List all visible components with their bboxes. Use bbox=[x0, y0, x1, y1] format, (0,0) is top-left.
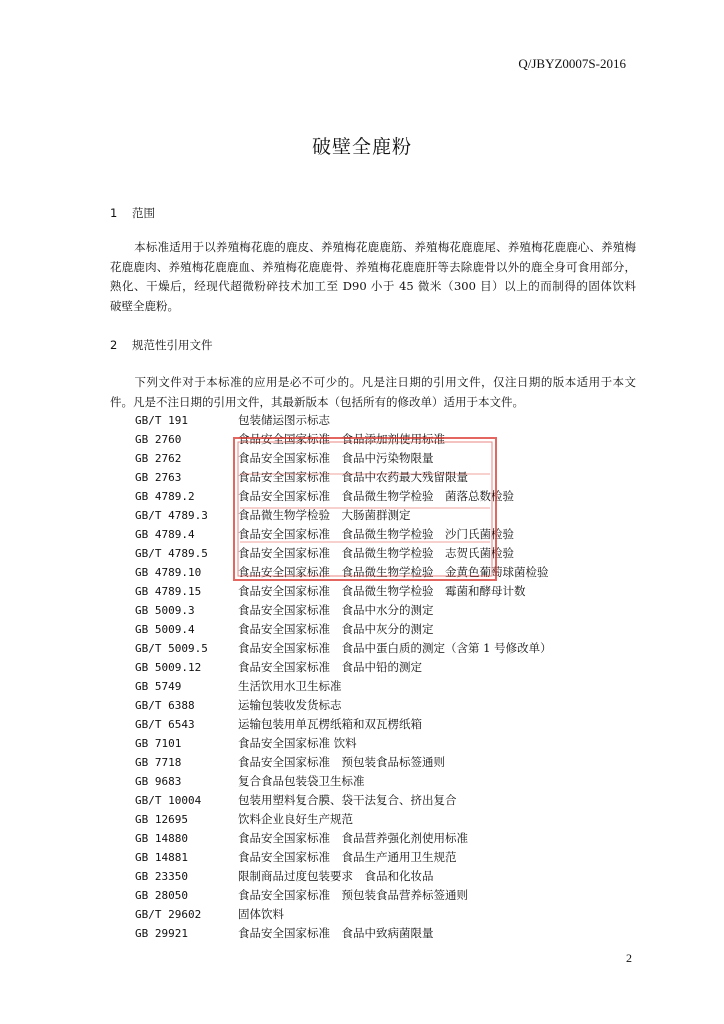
reference-code: GB/T 29602 bbox=[135, 908, 202, 921]
section-title: 范围 bbox=[132, 206, 155, 220]
reference-row bbox=[135, 411, 552, 430]
reference-title: 限制商品过度包装要求 食品和化妆品 bbox=[238, 869, 434, 883]
reference-code: GB 28050 bbox=[135, 889, 188, 902]
reference-title: 食品安全国家标准 食品营养强化剂使用标准 bbox=[238, 831, 468, 845]
reference-code: GB 4789.4 bbox=[135, 528, 195, 541]
page-number: 2 bbox=[626, 951, 632, 965]
reference-title: 食品安全国家标准 预包装食品标签通则 bbox=[238, 755, 445, 769]
reference-title: 食品安全国家标准 食品生产通用卫生规范 bbox=[238, 850, 457, 864]
reference-row bbox=[135, 848, 552, 867]
reference-row bbox=[135, 905, 552, 924]
reference-code: GB 5009.4 bbox=[135, 623, 195, 636]
reference-code: GB 29921 bbox=[135, 927, 188, 940]
reference-code: GB 7718 bbox=[135, 756, 182, 769]
reference-code: GB 5749 bbox=[135, 680, 182, 693]
reference-title: 食品安全国家标准 食品中水分的测定 bbox=[238, 603, 434, 617]
reference-title: 生活饮用水卫生标准 bbox=[238, 679, 342, 693]
reference-title: 复合食品包装袋卫生标准 bbox=[238, 774, 365, 788]
section-title: 规范性引用文件 bbox=[132, 338, 213, 352]
reference-row bbox=[135, 525, 552, 544]
reference-title: 食品安全国家标准 食品微生物学检验 金黄色葡萄球菌检验 bbox=[238, 565, 549, 579]
reference-code: GB/T 4789.5 bbox=[135, 547, 208, 560]
reference-row bbox=[135, 696, 552, 715]
reference-code: GB/T 4789.3 bbox=[135, 509, 208, 522]
reference-row bbox=[135, 791, 552, 810]
reference-code: GB 14881 bbox=[135, 851, 188, 864]
section-2-intro bbox=[110, 373, 636, 412]
reference-title: 食品安全国家标准 食品中铅的测定 bbox=[238, 660, 422, 674]
reference-row bbox=[135, 468, 552, 487]
reference-title: 食品安全国家标准 食品微生物学检验 沙门氏菌检验 bbox=[238, 527, 514, 541]
reference-row bbox=[135, 506, 552, 525]
reference-code: GB/T 10004 bbox=[135, 794, 202, 807]
intro-paragraph: 下列文件对于本标准的应用是必不可少的。凡是注日期的引用文件，仅注日期的版本适用于本文件。凡是不注日期的引用文件，其最新版本（包括所有的修改单）适用于本文件。 bbox=[110, 375, 636, 409]
reference-title: 固体饮料 bbox=[238, 907, 284, 921]
reference-code: GB 5009.12 bbox=[135, 661, 202, 674]
reference-row bbox=[135, 430, 552, 449]
reference-title: 食品安全国家标准 食品中致病菌限量 bbox=[238, 926, 434, 940]
reference-code: GB 7101 bbox=[135, 737, 182, 750]
reference-title: 食品安全国家标准 预包装食品营养标签通则 bbox=[238, 888, 468, 902]
section-2-heading bbox=[110, 337, 213, 353]
scope-paragraph: 本标准适用于以养殖梅花鹿的鹿皮、养殖梅花鹿鹿筋、养殖梅花鹿鹿尾、养殖梅花鹿鹿心、养殖梅花鹿鹿肉、养殖梅花鹿鹿血、养殖梅花鹿鹿骨、养殖梅花鹿鹿肝等去除鹿骨以外的鹿全身可食用部分，熟化、干燥后，经现代超微粉碎技术加工至 D90 小于 45 微米（300 目）以上的而制得的固体饮料 破壁全鹿粉。 bbox=[110, 240, 648, 313]
reference-list bbox=[135, 411, 552, 943]
section-number: 1 bbox=[110, 206, 118, 220]
reference-title: 食品安全国家标准 食品中农药最大残留限量 bbox=[238, 470, 468, 484]
reference-title: 食品安全国家标准 食品微生物学检验 志贺氏菌检验 bbox=[238, 546, 514, 560]
reference-row bbox=[135, 487, 552, 506]
reference-code: GB/T 6388 bbox=[135, 699, 195, 712]
reference-row bbox=[135, 639, 552, 658]
reference-title: 包装用塑料复合膜、袋干法复合、挤出复合 bbox=[238, 793, 457, 807]
reference-row bbox=[135, 582, 552, 601]
reference-code: GB 2763 bbox=[135, 471, 182, 484]
reference-code: GB 23350 bbox=[135, 870, 188, 883]
reference-code: GB 14880 bbox=[135, 832, 188, 845]
reference-row bbox=[135, 829, 552, 848]
reference-title: 食品安全国家标准 食品中污染物限量 bbox=[238, 451, 434, 465]
reference-row bbox=[135, 677, 552, 696]
reference-code: GB 5009.3 bbox=[135, 604, 195, 617]
reference-row bbox=[135, 886, 552, 905]
reference-row bbox=[135, 772, 552, 791]
reference-title: 食品安全国家标准 食品中蛋白质的测定（含第 1 号修改单） bbox=[238, 641, 552, 655]
reference-title: 食品安全国家标准 饮料 bbox=[238, 736, 357, 750]
reference-code: GB 9683 bbox=[135, 775, 182, 788]
reference-title: 食品安全国家标准 食品中灰分的测定 bbox=[238, 622, 434, 636]
reference-title: 饮料企业良好生产规范 bbox=[238, 812, 353, 826]
reference-title: 运输包装收发货标志 bbox=[238, 698, 342, 712]
page-title: 破壁全鹿粉 bbox=[311, 136, 412, 158]
reference-row bbox=[135, 867, 552, 886]
reference-code: GB 12695 bbox=[135, 813, 188, 826]
reference-title: 运输包装用单瓦楞纸箱和双瓦楞纸箱 bbox=[238, 717, 422, 731]
reference-title: 食品微生物学检验 大肠菌群测定 bbox=[238, 508, 411, 522]
reference-row bbox=[135, 734, 552, 753]
reference-row bbox=[135, 658, 552, 677]
reference-title: 食品安全国家标准 食品添加剂使用标准 bbox=[238, 432, 445, 446]
reference-row bbox=[135, 563, 552, 582]
reference-code: GB/T 6543 bbox=[135, 718, 195, 731]
reference-title: 包装储运图示标志 bbox=[238, 413, 330, 427]
reference-row bbox=[135, 620, 552, 639]
reference-row bbox=[135, 753, 552, 772]
section-1-body bbox=[110, 238, 648, 316]
reference-code: GB/T 5009.5 bbox=[135, 642, 208, 655]
reference-title: 食品安全国家标准 食品微生物学检验 霉菌和酵母计数 bbox=[238, 584, 526, 598]
reference-code: GB/T 191 bbox=[135, 414, 188, 427]
reference-row bbox=[135, 924, 552, 943]
reference-row bbox=[135, 715, 552, 734]
reference-row bbox=[135, 601, 552, 620]
reference-code: GB 2762 bbox=[135, 452, 182, 465]
section-1-heading bbox=[110, 205, 155, 221]
reference-row bbox=[135, 544, 552, 563]
document-code: Q/JBYZ0007S-2016 bbox=[518, 56, 626, 71]
reference-row bbox=[135, 449, 552, 468]
reference-title: 食品安全国家标准 食品微生物学检验 菌落总数检验 bbox=[238, 489, 514, 503]
reference-row bbox=[135, 810, 552, 829]
reference-code: GB 2760 bbox=[135, 433, 182, 446]
reference-code: GB 4789.10 bbox=[135, 566, 202, 579]
section-number: 2 bbox=[110, 338, 118, 352]
reference-code: GB 4789.15 bbox=[135, 585, 202, 598]
reference-code: GB 4789.2 bbox=[135, 490, 195, 503]
